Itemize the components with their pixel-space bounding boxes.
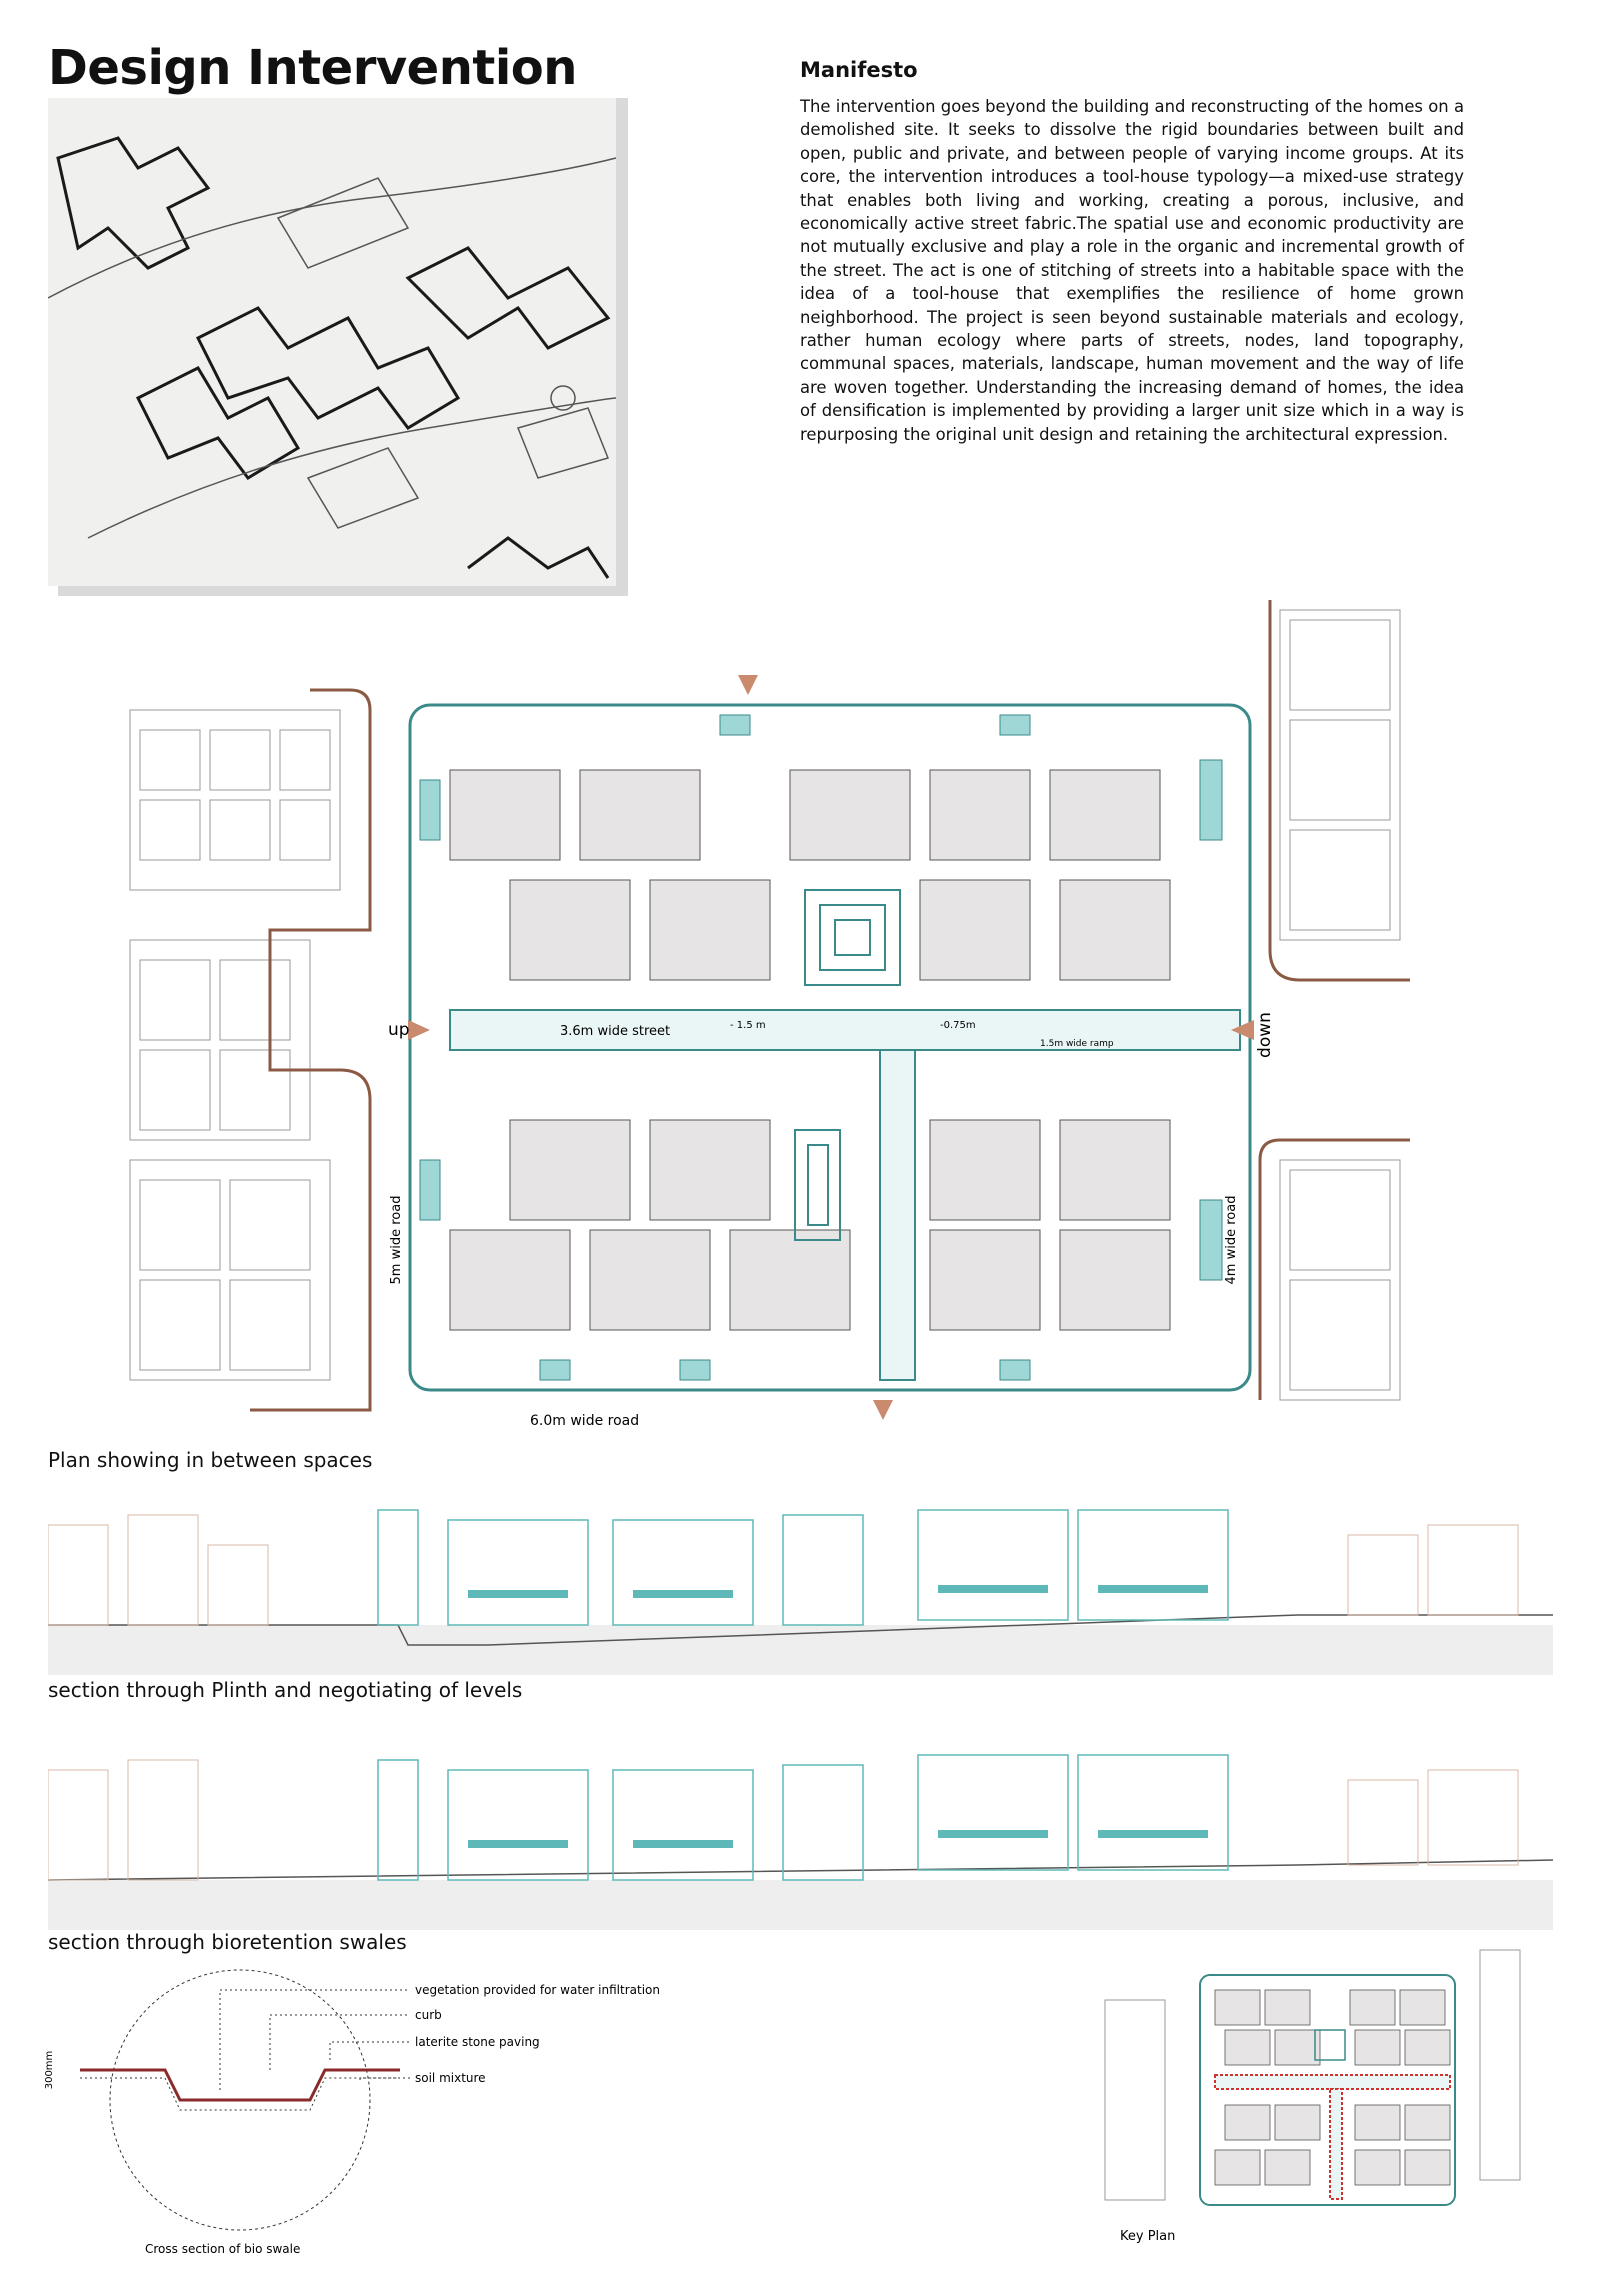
level-label-1: - 1.5 m bbox=[730, 1020, 766, 1031]
plinth-caption: section through Plinth and negotiating of levels bbox=[48, 1678, 523, 1702]
swale-section bbox=[48, 1730, 1553, 1930]
manifesto-text: The intervention goes beyond the building and reconstructing of the homes on a demolished site. It seeks to dissolve the rigid boundaries between built and open, public and private, and between people of varying income groups. At its core, the intervention introduces a tool-house typology—a mixed-use strategy that enables both living and working, creating a porous, inclusive, and economically active street fabric.The spatial use and economic productivity are not mutually exclusive and play a role in the organic and incremental growth of the street. The act is one of stitching of streets into a habitable space with the idea of a tool-house that exemplifies the resilience of home grown neighborhood. The project is seen beyond sustainable materials and ecology, rather human ecology where parts of streets, nodes, land topography, communal spaces, materials, landscape, human movement and the way of life are woven together. Understanding the increasing demand of homes, the idea of densification is implemented by providing a larger unit size which in a way is repurposing the original unit design and retaining the architectural expression. bbox=[800, 97, 1464, 444]
key-plan bbox=[1100, 1940, 1530, 2260]
site-plan bbox=[120, 600, 1420, 1430]
bioswale-detail bbox=[40, 1960, 680, 2260]
dimension-label: 300mm bbox=[44, 2050, 55, 2090]
level-label-2: -0.75m bbox=[940, 1020, 976, 1031]
road-right-label: 4m wide road bbox=[1224, 1195, 1239, 1285]
label-soil: soil mixture bbox=[415, 2071, 486, 2085]
site-sketch-image bbox=[48, 98, 628, 596]
bioswale-caption: Cross section of bio swale bbox=[145, 2242, 301, 2256]
swale-caption: section through bioretention swales bbox=[48, 1930, 407, 1954]
label-paving: laterite stone paving bbox=[415, 2035, 540, 2049]
up-label: up bbox=[388, 1020, 410, 1040]
label-vegetation: vegetation provided for water infiltration bbox=[415, 1983, 660, 1997]
road-bottom-label: 6.0m wide road bbox=[530, 1413, 640, 1429]
street-label: 3.6m wide street bbox=[560, 1024, 671, 1039]
plan-caption: Plan showing in between spaces bbox=[48, 1448, 373, 1472]
page-title: Design Intervention bbox=[48, 40, 577, 96]
road-left-label: 5m wide road bbox=[389, 1195, 404, 1285]
key-plan-caption: Key Plan bbox=[1120, 2229, 1176, 2244]
manifesto-heading: Manifesto bbox=[800, 58, 918, 82]
down-label: down bbox=[1255, 1012, 1275, 1058]
plinth-section bbox=[48, 1495, 1553, 1675]
label-curb: curb bbox=[415, 2008, 442, 2022]
ramp-label: 1.5m wide ramp bbox=[1040, 1039, 1114, 1049]
